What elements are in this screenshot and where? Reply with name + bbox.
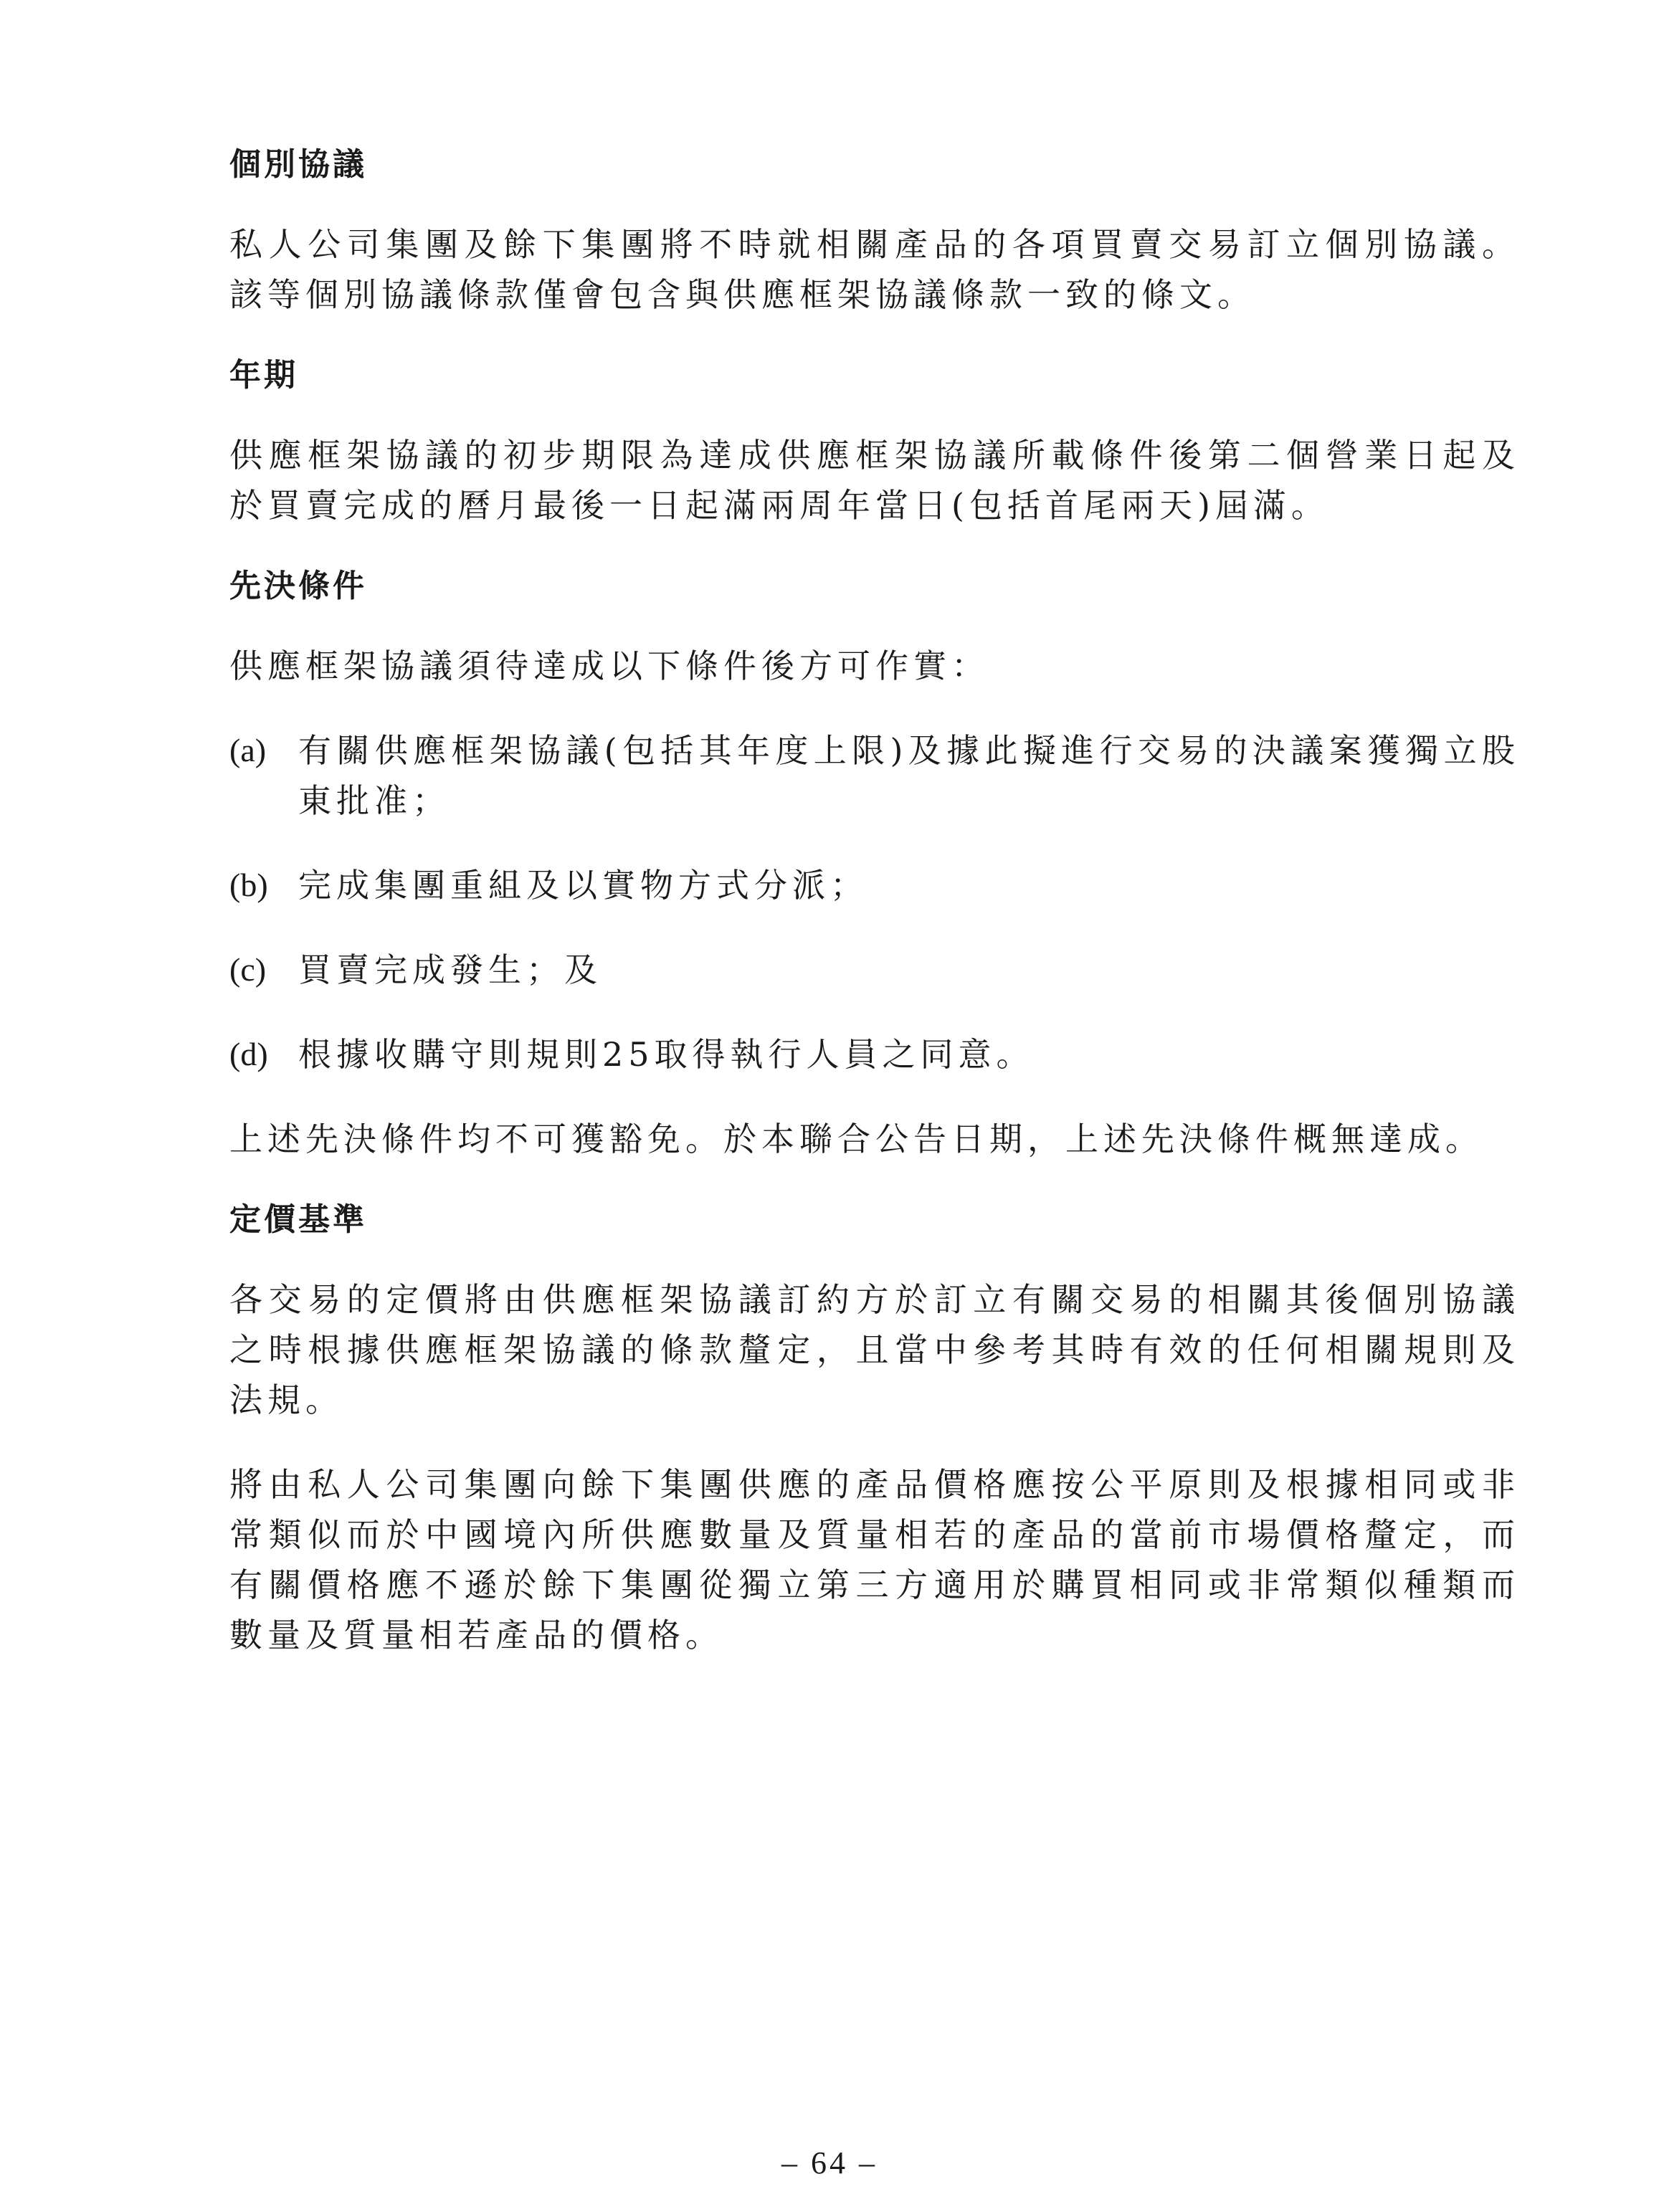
condition-label: (a) bbox=[229, 732, 267, 768]
condition-text: 根據收購守則規則25取得執行人員之同意。 bbox=[298, 1035, 1035, 1074]
paragraph-pricing-2: 將由私人公司集團向餘下集團供應的產品價格應按公平原則及根據相同或非常類似而於中國境內所供應數量及質量相若的產品的當前市場價格釐定，而有關價格應不遜於餘下集團從獨立第三方適用於購買相同或非常類似種類而數量及質量相若產品的價格。 bbox=[229, 1465, 1520, 1654]
condition-label: (c) bbox=[229, 951, 267, 988]
condition-text: 買賣完成發生；及 bbox=[298, 950, 602, 989]
condition-item-d bbox=[229, 1029, 1520, 1079]
condition-text: 有關供應框架協議(包括其年度上限)及據此擬進行交易的決議案獲獨立股東批准； bbox=[298, 731, 1520, 820]
condition-text: 完成集團重組及以實物方式分派； bbox=[298, 866, 868, 905]
condition-item-a bbox=[229, 725, 1520, 826]
document-page bbox=[229, 143, 1520, 1694]
condition-label: (d) bbox=[229, 1036, 268, 1072]
paragraph-individual-agreements: 私人公司集團及餘下集團將不時就相關產品的各項買賣交易訂立個別協議。該等個別協議條款僅會包含與供應框架協議條款一致的條文。 bbox=[229, 225, 1520, 314]
heading-term: 年期 bbox=[229, 357, 298, 394]
paragraph-pricing-1: 各交易的定價將由供應框架協議訂約方於訂立有關交易的相關其後個別協議之時根據供應框架協議的條款釐定，且當中參考其時有效的任何相關規則及法規。 bbox=[229, 1280, 1520, 1419]
page-number: – 64 – bbox=[781, 2145, 878, 2180]
paragraph-conditions-intro: 供應框架協議須待達成以下條件後方可作實： bbox=[229, 647, 989, 685]
condition-item-b bbox=[229, 860, 1520, 910]
heading-pricing-basis: 定價基準 bbox=[229, 1201, 367, 1238]
heading-conditions-precedent: 先決條件 bbox=[229, 568, 367, 604]
condition-label: (b) bbox=[229, 867, 268, 903]
paragraph-conditions-closing: 上述先決條件均不可獲豁免。於本聯合公告日期，上述先決條件概無達成。 bbox=[229, 1120, 1483, 1158]
heading-individual-agreements: 個別協議 bbox=[229, 146, 367, 183]
paragraph-term: 供應框架協議的初步期限為達成供應框架協議所載條件後第二個營業日起及於買賣完成的曆月最後一日起滿兩周年當日(包括首尾兩天)屆滿。 bbox=[229, 436, 1520, 525]
condition-item-c bbox=[229, 945, 1520, 995]
